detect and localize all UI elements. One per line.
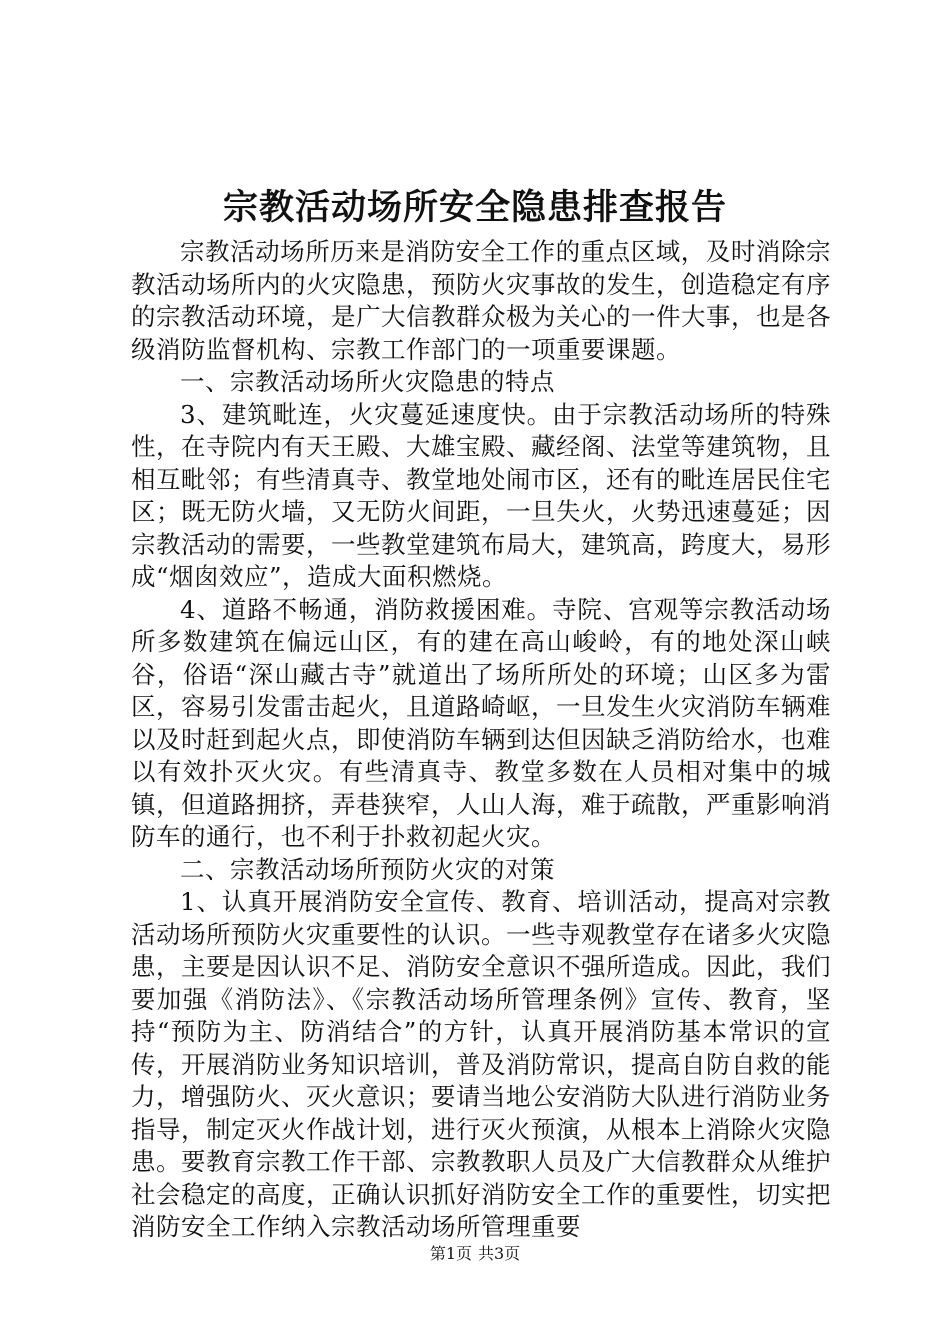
paragraph-measure-1: 1、认真开展消防安全宣传、教育、培训活动，提高对宗教活动场所预防火灾重要性的认识。一些寺观教堂存在诸多火灾隐患，主要是因认识不足、消防安全意识不强所造成。因此，我们要加强《消防法》、《宗教活动场所管理条例》宣传、教育，坚持“预防为主、防消结合”的方针，认真开展消防基本常识的宣传，开展消防业务知识培训，普及消防常识，提高自防自救的能力，增强防火、灭火意识；要请当地公安消防大队进行消防业务指导，制定灭火作战计划，进行灭火预演，从根本上消除火灾隐患。要教育宗教工作干部、宗教教职人员及广大信教群众从维护社会稳定的高度，正确认识抓好消防安全工作的重要性，切实把消防安全工作纳入宗教活动场所管理重要 xyxy=(131,887,831,1241)
section-heading-2: 二、宗教活动场所预防火灾的对策 xyxy=(180,854,555,884)
document-title: 宗教活动场所安全隐患排查报告 xyxy=(222,187,727,228)
page-number: 第1页 xyxy=(429,1244,472,1263)
paragraph-item-3: 3、建筑毗连，火灾蔓延速度快。由于宗教活动场所的特殊性，在寺院内有天王殿、大雄宝殿、藏经阁、法堂等建筑物，且相互毗邻；有些清真寺、教堂地处闹市区，还有的毗连居民住宅区；既无防火墙，又无防火间距，一旦失火，火势迅速蔓延；因宗教活动的需要，一些教堂建筑布局大，建筑高，跨度大，易形成“烟囱效应”，造成大面积燃烧。 xyxy=(131,399,831,591)
document-body xyxy=(131,236,831,1244)
paragraph-item-4: 4、道路不畅通，消防救援困难。寺院、宫观等宗教活动场所多数建筑在偏远山区，有的建在高山峻岭，有的地处深山峡谷，俗语“深山藏古寺”就道出了场所所处的环境；山区多为雷区，容易引发雷击起火，且道路崎岖，一旦发生火灾消防车辆难以及时赶到起火点，即使消防车辆到达但因缺乏消防给水，也难以有效扑灭火灾。有些清真寺、教堂多数在人员相对集中的城镇，但道路拥挤，弄巷狭窄，人山人海，难于疏散，严重影响消防车的通行，也不利于扑救初起火灾。 xyxy=(131,594,831,851)
page-footer xyxy=(0,1243,950,1265)
page-count: 共3页 xyxy=(478,1244,521,1263)
section-heading-1: 一、宗教活动场所火灾隐患的特点 xyxy=(180,367,555,396)
intro-paragraph: 宗教活动场所历来是消防安全工作的重点区域，及时消除宗教活动场所内的火灾隐患，预防火灾事故的发生，创造稳定有序的宗教活动环境，是广大信教群众极为关心的一件大事，也是各级消防监督机构、宗教工作部门的一项重要课题。 xyxy=(131,237,831,364)
